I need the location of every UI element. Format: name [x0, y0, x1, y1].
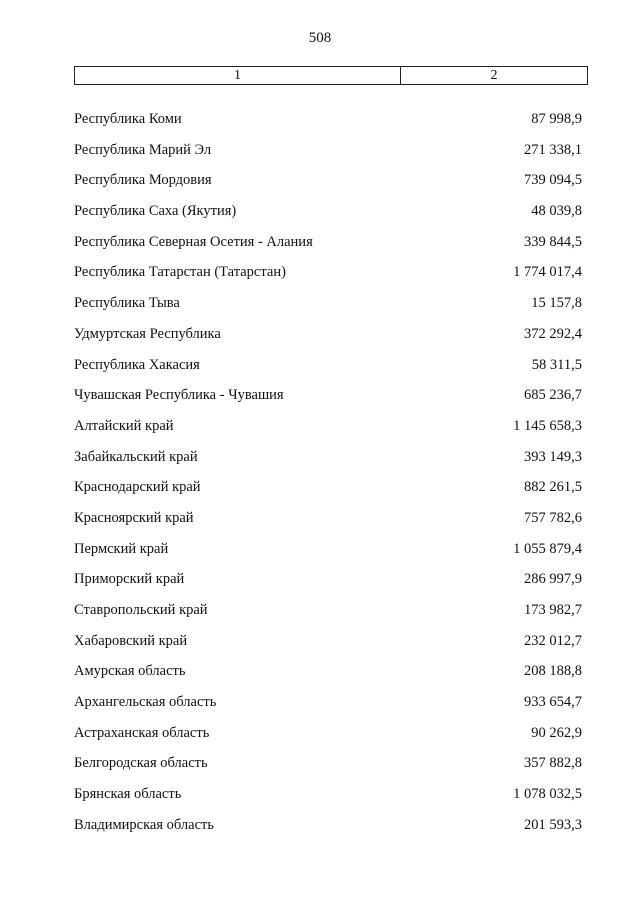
region-name: Пермский край — [74, 540, 169, 557]
table-row — [0, 140, 640, 171]
table-row — [0, 201, 640, 232]
region-name: Республика Тыва — [74, 295, 180, 312]
region-value: 933 654,7 — [524, 694, 582, 711]
region-name: Республика Марий Эл — [74, 141, 212, 158]
region-name: Хабаровский край — [74, 632, 188, 649]
region-value: 58 311,5 — [531, 356, 582, 373]
region-value: 232 012,7 — [524, 632, 582, 649]
region-value: 1 055 879,4 — [513, 540, 582, 557]
table-header — [74, 66, 588, 85]
region-name: Белгородская область — [74, 755, 208, 772]
region-name: Чувашская Республика - Чувашия — [74, 387, 284, 404]
region-name: Республика Татарстан (Татарстан) — [74, 264, 286, 281]
region-name: Краснодарский край — [74, 479, 201, 496]
region-value: 393 149,3 — [524, 448, 582, 465]
region-name: Приморский край — [74, 571, 185, 588]
table-row — [0, 692, 640, 723]
region-value: 1 774 017,4 — [513, 264, 582, 281]
region-value: 15 157,8 — [531, 295, 582, 312]
region-value: 739 094,5 — [524, 172, 582, 189]
table-row — [0, 416, 640, 447]
region-name: Архангельская область — [74, 694, 217, 711]
region-name: Владимирская область — [74, 816, 214, 833]
table-row — [0, 170, 640, 201]
region-value: 1 078 032,5 — [513, 786, 582, 803]
region-name: Республика Северная Осетия - Алания — [74, 233, 313, 250]
region-value: 1 145 658,3 — [513, 417, 582, 434]
region-value: 372 292,4 — [524, 325, 582, 342]
table-body — [0, 109, 640, 846]
table-row — [0, 232, 640, 263]
table-row — [0, 262, 640, 293]
region-value: 87 998,9 — [531, 111, 582, 127]
region-name: Республика Мордовия — [74, 172, 212, 189]
region-name: Алтайский край — [74, 417, 174, 434]
table-row — [0, 631, 640, 662]
region-name: Астраханская область — [74, 724, 210, 741]
column-header-2: 2 — [490, 68, 498, 83]
region-name: Брянская область — [74, 786, 182, 803]
region-name: Республика Коми — [74, 111, 182, 127]
region-value: 685 236,7 — [524, 387, 582, 404]
table-row — [0, 539, 640, 570]
region-value: 882 261,5 — [524, 479, 582, 496]
region-name: Амурская область — [74, 663, 186, 680]
table-row — [0, 293, 640, 324]
region-value: 286 997,9 — [524, 571, 582, 588]
table-row — [0, 784, 640, 815]
table-row — [0, 753, 640, 784]
page-number: 508 — [308, 30, 332, 46]
column-header-1: 1 — [75, 67, 401, 84]
region-value: 357 882,8 — [524, 755, 582, 772]
region-name: Удмуртская Республика — [74, 325, 221, 342]
table-row — [0, 508, 640, 539]
table-row — [0, 569, 640, 600]
region-value: 90 262,9 — [531, 724, 582, 741]
region-value: 339 844,5 — [524, 233, 582, 250]
table-row — [0, 661, 640, 692]
region-name: Забайкальский край — [74, 448, 198, 465]
region-name: Ставропольский край — [74, 602, 208, 618]
table-row — [0, 723, 640, 754]
region-name: Республика Саха (Якутия) — [74, 203, 237, 220]
region-value: 271 338,1 — [524, 141, 582, 158]
table-row — [0, 447, 640, 478]
table-row — [0, 600, 640, 631]
region-value: 208 188,8 — [524, 663, 582, 680]
region-value: 173 982,7 — [524, 602, 582, 618]
region-value: 201 593,3 — [524, 816, 582, 833]
region-value: 48 039,8 — [531, 203, 582, 220]
region-value: 757 782,6 — [524, 509, 582, 526]
table-row — [0, 355, 640, 386]
region-name: Республика Хакасия — [74, 356, 200, 373]
table-row — [0, 109, 640, 140]
table-row — [0, 815, 640, 846]
table-row — [0, 324, 640, 355]
table-row — [0, 385, 640, 416]
table-row — [0, 477, 640, 508]
region-name: Красноярский край — [74, 509, 194, 526]
